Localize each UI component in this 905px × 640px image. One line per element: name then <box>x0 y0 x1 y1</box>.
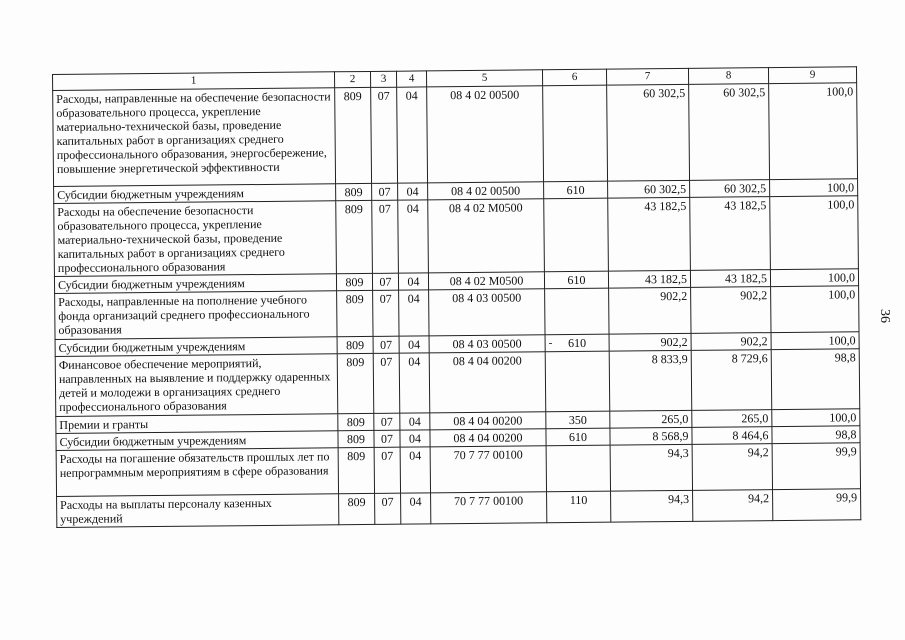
planned-amount-cell: 902,2 <box>609 287 691 334</box>
section-cell: 07 <box>373 336 399 353</box>
table-row <box>53 83 858 187</box>
expense-type-cell <box>545 288 609 335</box>
planned-amount-cell: 43 182,5 <box>608 270 690 288</box>
expense-type-cell: 610 <box>545 334 609 352</box>
executed-amount-cell: 60 302,5 <box>689 84 770 181</box>
target-article-cell: 08 4 04 00200 <box>430 429 546 447</box>
executed-amount-cell: 902,2 <box>691 287 771 334</box>
subsection-cell: 04 <box>398 200 429 273</box>
expense-type-cell: 610 <box>544 271 608 289</box>
executed-amount-cell: 8 464,6 <box>692 427 772 445</box>
grbs-cell: 809 <box>339 493 375 524</box>
planned-amount-cell: 94,3 <box>610 444 692 491</box>
table-row <box>56 443 860 497</box>
section-cell: 07 <box>372 183 398 200</box>
execution-percent-cell: 100,0 <box>769 83 858 180</box>
table-row <box>54 196 859 277</box>
section-cell: 07 <box>372 273 398 290</box>
expense-type-cell: 110 <box>547 491 611 523</box>
section-cell: 07 <box>374 447 400 493</box>
planned-amount-cell: 8 833,9 <box>609 350 692 411</box>
expense-name-cell: Расходы на выплаты персоналу казенных учреждений <box>57 494 339 528</box>
expense-name-cell: Расходы, направленные на обеспечение безопасности образовательного процесса, укрепление материально-технической базы, проведение капитальных работ в организациях среднего профессионального образования, энергосбережение, повышение энергетической эффективности <box>53 88 336 187</box>
table-row <box>55 286 859 340</box>
target-article-cell: 70 7 77 00100 <box>431 492 547 524</box>
section-cell: 07 <box>372 200 399 273</box>
header-cell: 8 <box>688 68 768 85</box>
grbs-cell: 809 <box>337 353 374 413</box>
document-sheet <box>52 66 861 528</box>
subsection-cell: 04 <box>400 413 430 430</box>
planned-amount-cell: 265,0 <box>610 410 692 428</box>
expense-name-cell: Субсидии бюджетным учреждениям <box>54 184 336 204</box>
expense-type-cell <box>543 85 608 182</box>
header-cell: 2 <box>334 71 370 87</box>
target-article-cell: 08 4 03 00500 <box>429 335 545 353</box>
grbs-cell: 809 <box>337 336 373 353</box>
execution-percent-cell: 100,0 <box>771 286 859 333</box>
expense-type-cell: 350 <box>546 411 610 429</box>
executed-amount-cell: 265,0 <box>692 410 772 428</box>
expense-name-cell: Расходы на обеспечение безопасности образовательного процесса, укрепление материально-технической базы, проведение капитальных работ в организациях среднего профессионального образования <box>54 201 337 277</box>
target-article-cell: 08 4 02 М0500 <box>428 199 545 273</box>
target-article-cell: 08 4 04 00200 <box>429 352 546 413</box>
scan-artifact <box>549 343 552 344</box>
grbs-cell: 809 <box>338 447 374 493</box>
planned-amount-cell: 60 302,5 <box>607 84 690 181</box>
grbs-cell: 809 <box>338 413 374 430</box>
executed-amount-cell: 94,2 <box>693 490 773 522</box>
target-article-cell: 08 4 04 00200 <box>430 412 546 430</box>
subsection-cell: 04 <box>399 290 429 336</box>
table-row <box>57 489 861 528</box>
budget-table <box>52 66 861 528</box>
execution-percent-cell: 99,9 <box>773 489 861 521</box>
expense-name-cell: Расходы на погашение обязательств прошлых лет по непрограммным мероприятиям в сфере образования <box>56 448 338 497</box>
grbs-cell: 809 <box>337 290 373 336</box>
expense-name-cell: Финансовое обеспечение мероприятий, направленных на выявление и поддержку одаренных детей и молодежи в организациях среднего профессионального образования <box>55 354 338 417</box>
expense-name-cell: Расходы, направленные на пополнение учебного фонда организаций среднего профессионального образования <box>55 291 337 340</box>
section-cell: 07 <box>371 87 398 183</box>
execution-percent-cell: 100,0 <box>770 196 859 270</box>
expense-type-cell <box>544 198 609 272</box>
subsection-cell: 04 <box>400 430 430 447</box>
planned-amount-cell: 8 568,9 <box>610 427 692 445</box>
planned-amount-cell: 43 182,5 <box>608 197 691 271</box>
grbs-cell: 809 <box>336 200 373 273</box>
target-article-cell: 08 4 03 00500 <box>429 289 545 336</box>
expense-type-cell: 610 <box>546 428 610 446</box>
target-article-cell: 08 4 02 М0500 <box>428 272 544 290</box>
grbs-cell: 809 <box>335 87 372 183</box>
expense-type-cell <box>546 445 610 492</box>
target-article-cell: 08 4 02 00500 <box>427 86 544 183</box>
executed-amount-cell: 43 182,5 <box>690 270 770 288</box>
section-cell: 07 <box>375 493 401 524</box>
execution-percent-cell: 100,0 <box>770 269 858 287</box>
expense-name-cell: Субсидии бюджетным учреждениям <box>55 337 337 357</box>
execution-percent-cell: 100,0 <box>772 409 860 427</box>
grbs-cell: 809 <box>338 430 374 447</box>
subsection-cell: 04 <box>398 273 428 290</box>
header-cell: 6 <box>542 69 606 86</box>
header-cell: 3 <box>370 71 396 87</box>
expense-name-cell: Субсидии бюджетным учреждениям <box>54 274 336 294</box>
grbs-cell: 809 <box>336 183 372 200</box>
section-cell: 07 <box>373 353 400 413</box>
expense-name-cell: Субсидии бюджетным учреждениям <box>56 431 338 451</box>
target-article-cell: 70 7 77 00100 <box>430 446 546 493</box>
subsection-cell: 04 <box>399 336 429 353</box>
section-cell: 07 <box>373 290 399 336</box>
target-article-cell: 08 4 02 00500 <box>428 182 544 200</box>
executed-amount-cell: 94,2 <box>692 444 772 491</box>
subsection-cell: 04 <box>401 493 431 524</box>
header-cell: 1 <box>53 72 335 91</box>
planned-amount-cell: 902,2 <box>609 333 691 351</box>
header-cell: 5 <box>426 70 542 87</box>
header-cell: 7 <box>606 68 688 85</box>
section-cell: 07 <box>374 430 400 447</box>
executed-amount-cell: 902,2 <box>691 333 771 351</box>
grbs-cell: 809 <box>336 273 372 290</box>
subsection-cell: 04 <box>397 87 428 183</box>
executed-amount-cell: 8 729,6 <box>691 350 772 411</box>
subsection-cell: 04 <box>398 183 428 200</box>
header-cell: 9 <box>768 67 856 84</box>
execution-percent-cell: 99,9 <box>772 443 860 490</box>
execution-percent-cell: 98,8 <box>772 426 860 444</box>
subsection-cell: 04 <box>399 353 430 413</box>
planned-amount-cell: 94,3 <box>611 490 693 522</box>
planned-amount-cell: 60 302,5 <box>608 180 690 198</box>
expense-name-cell: Премии и гранты <box>56 414 338 434</box>
section-cell: 07 <box>374 413 400 430</box>
table-row <box>55 349 860 417</box>
execution-percent-cell: 100,0 <box>770 179 858 197</box>
executed-amount-cell: 60 302,5 <box>690 180 770 198</box>
execution-percent-cell: 98,8 <box>771 349 860 410</box>
expense-type-cell: 610 <box>544 181 608 199</box>
header-cell: 4 <box>396 71 426 87</box>
executed-amount-cell: 43 182,5 <box>690 197 771 271</box>
page-number: 36 <box>877 309 892 323</box>
subsection-cell: 04 <box>400 447 430 493</box>
expense-type-cell <box>545 351 610 412</box>
execution-percent-cell: 100,0 <box>771 332 859 350</box>
